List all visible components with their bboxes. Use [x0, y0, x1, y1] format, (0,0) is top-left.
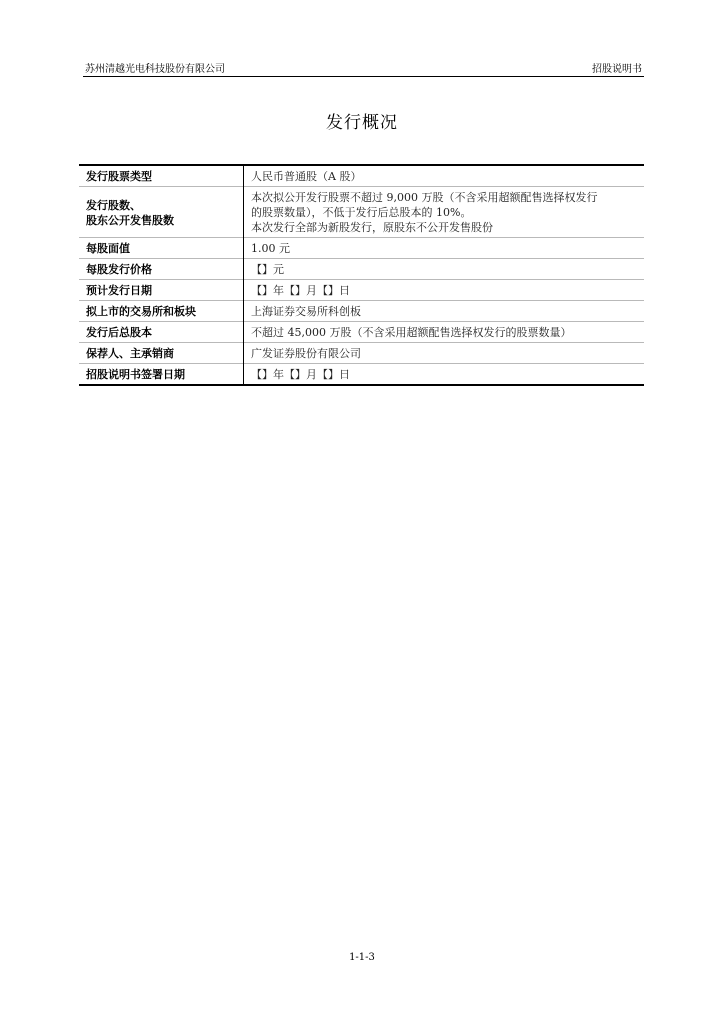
- row-value: 【】年【】月【】日: [244, 364, 645, 386]
- row-label: 拟上市的交易所和板块: [79, 301, 244, 322]
- row-value: 1.00 元: [244, 238, 645, 259]
- row-label: 每股面值: [79, 238, 244, 259]
- row-label: 保荐人、主承销商: [79, 343, 244, 364]
- row-value: 上海证券交易所科创板: [244, 301, 645, 322]
- row-value-line: 本次发行全部为新股发行，原股东不公开发售股份: [251, 221, 493, 234]
- row-label: 发行股票类型: [79, 165, 244, 187]
- row-label-line: 发行股数、: [86, 198, 141, 212]
- document-type: 招股说明书: [592, 64, 642, 75]
- table-row: [79, 165, 644, 187]
- row-label: [79, 187, 244, 238]
- row-value: 【】元: [244, 259, 645, 280]
- table-row: [79, 364, 644, 386]
- row-label-line: 股东公开发售股数: [86, 213, 174, 227]
- table-row: [79, 301, 644, 322]
- row-label: 每股发行价格: [79, 259, 244, 280]
- row-value: 人民币普通股（A 股）: [251, 170, 362, 183]
- table-row: [79, 343, 644, 364]
- row-value: 不超过 45,000 万股（不含采用超额配售选择权发行的股票数量）: [244, 322, 645, 343]
- row-value: [244, 187, 645, 238]
- row-value: 【】年【】月【】日: [244, 280, 645, 301]
- page-title: 发行概况: [326, 113, 398, 133]
- row-label: 发行后总股本: [79, 322, 244, 343]
- offering-overview-table: [79, 164, 644, 386]
- page-number: 1-1-3: [349, 952, 375, 963]
- company-name: 苏州清越光电科技股份有限公司: [85, 64, 225, 75]
- table-row: [79, 238, 644, 259]
- row-label: 预计发行日期: [79, 280, 244, 301]
- row-value: 广发证券股份有限公司: [244, 343, 645, 364]
- row-value-line: 的股票数量），不低于发行后总股本的 10%。: [251, 206, 472, 219]
- table-row: [79, 259, 644, 280]
- table-row: [79, 280, 644, 301]
- table-row: [79, 187, 644, 238]
- row-label: 招股说明书签署日期: [79, 364, 244, 386]
- table-row: [79, 322, 644, 343]
- row-value-line: 本次拟公开发行股票不超过 9,000 万股（不含采用超额配售选择权发行: [251, 191, 598, 204]
- page-header: [83, 58, 644, 77]
